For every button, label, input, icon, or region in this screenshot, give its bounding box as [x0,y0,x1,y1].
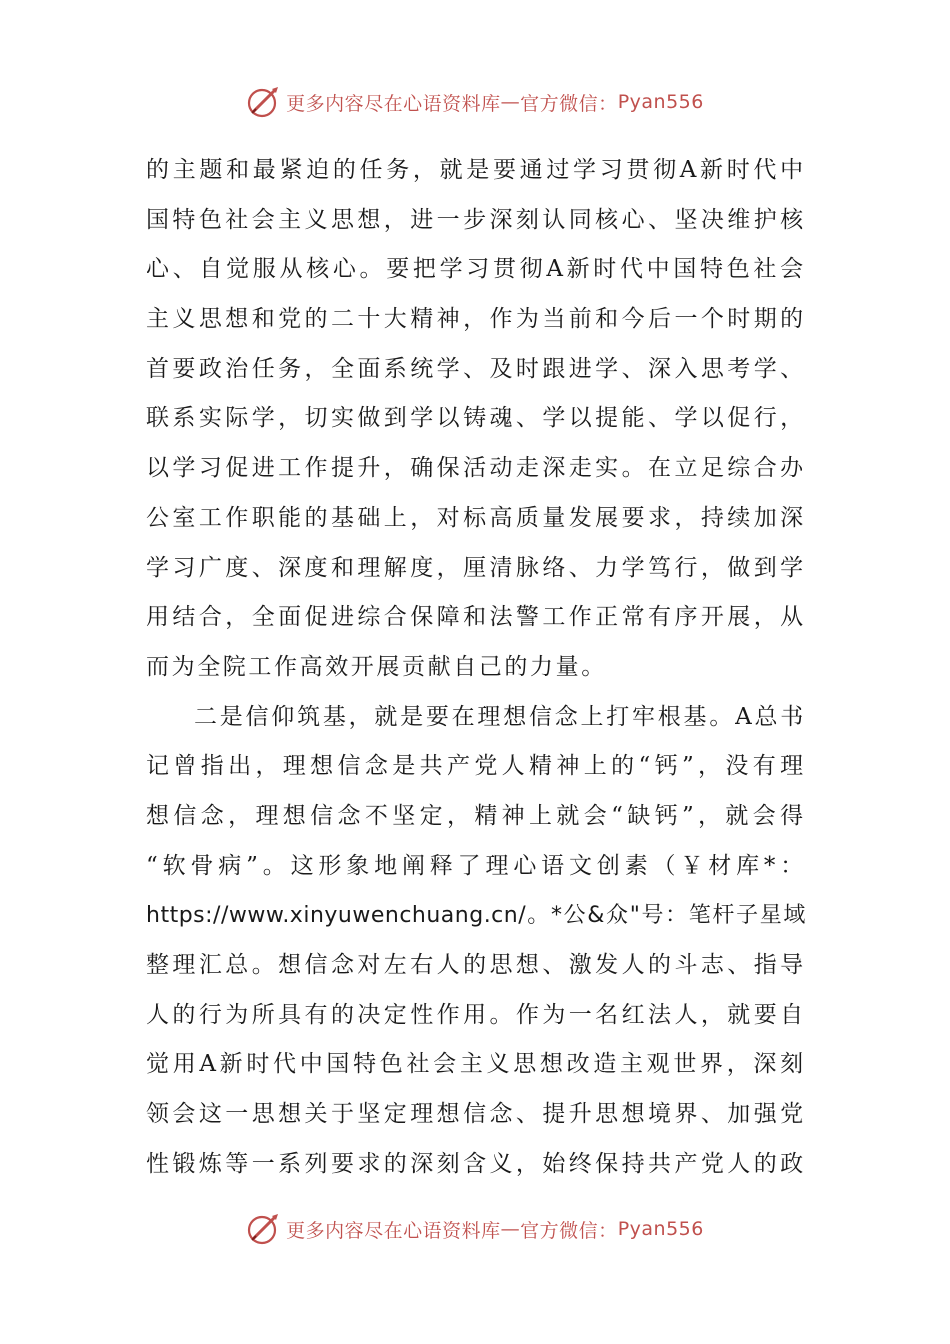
banner-wechat-label: 官方微信： [520,92,618,115]
banner-wechat-id: Pyan556 [617,1218,704,1240]
text-line: 而为全院工作高效开展贡献自己的力量。 [146,653,607,680]
banner-main-text: 更多内容尽在心语资料库 [286,92,501,115]
text-line: “ 软 骨 病 ” 。 这 形 象 地 阐 释 了 理 心 语 文 创 素 （ ￥ 材 库 * ： [146,852,806,879]
text-line: 主 义 思 想 和 党 的 二 十 大 精 神 ， 作 为 当 前 和 今 后 一 个 时 期 的 [146,306,806,333]
text-line: 首 要 政 治 任 务 ， 全 面 系 统 学 、 及 时 跟 进 学 、 深 入 思 考 学 、 [146,355,806,382]
pen-logo-icon [246,84,282,120]
text-line: 心 、 自 觉 服 从 核 心 。 要 把 学 习 贯 彻 A 新 时 代 中 国 特 色 社 会 [146,256,806,283]
footer-banner [0,1209,950,1249]
header-banner [0,82,950,122]
text-line: 用 结 合 ， 全 面 促 进 综 合 保 障 和 法 警 工 作 正 常 有 序 开 展 ， 从 [146,604,806,631]
text-line: 公 室 工 作 职 能 的 基 础 上 ， 对 标 高 质 量 发 展 要 求 ， 持 续 加 深 [146,504,806,531]
banner-dash: — [500,91,521,113]
text-line: 人 的 行 为 所 具 有 的 决 定 性 作 用 。 作 为 一 名 红 法 人 ， 就 要 自 [146,1001,806,1028]
banner-dash: — [500,1218,521,1240]
text-line: 联 系 实 际 学 ， 切 实 做 到 学 以 铸 魂 、 学 以 提 能 、 学 以 促 行 ， [146,405,806,432]
pen-logo-icon [246,1211,282,1247]
text-line: 整 理 汇 总 。 想 信 念 对 左 右 人 的 思 想 、 激 发 人 的 斗 志 、 指 导 [146,952,806,978]
text-line: 学 习 广 度 、 深 度 和 理 解 度 ， 厘 清 脉 络 、 力 学 笃 行 ， 做 到 学 [146,554,806,581]
text-line: 二 是 信 仰 筑 基 ， 就 是 要 在 理 想 信 念 上 打 牢 根 基 。 A 总 书 [194,703,806,730]
text-line: 的 主 题 和 最 紧 迫 的 任 务 ， 就 是 要 通 过 学 习 贯 彻 A 新 时 代 中 [146,157,806,183]
text-line: 记 曾 指 出 ， 理 想 信 念 是 共 产 党 人 精 神 上 的 “ 钙 ” ， 没 有 理 [146,753,806,780]
banner-wechat-id: Pyan556 [617,91,704,113]
text-line: 觉 用 A 新 时 代 中 国 特 色 社 会 主 义 思 想 改 造 主 观 世 界 ， 深 刻 [146,1051,806,1078]
banner-wechat-label: 官方微信： [520,1219,618,1242]
text-line: 性 锻 炼 等 一 系 列 要 求 的 深 刻 含 义 ， 始 终 保 持 共 产 党 人 的 政 [146,1150,806,1177]
text-line: https://www.xinyuwenchuang.cn/ 。 * 公 & 众 " 号 ： 笔 杆 子 星 域 [146,903,806,929]
text-line: 以 学 习 促 进 工 作 提 升 ， 确 保 活 动 走 深 走 实 。 在 立 足 综 合 办 [146,455,806,482]
text-line: 国 特 色 社 会 主 义 思 想 ， 进 一 步 深 刻 认 同 核 心 、 坚 决 维 护 核 [146,206,806,233]
banner-main-text: 更多内容尽在心语资料库 [286,1219,501,1242]
text-line: 领 会 这 一 思 想 关 于 坚 定 理 想 信 念 、 提 升 思 想 境 界 、 加 强 党 [146,1101,806,1128]
document-body [146,146,806,1189]
text-line: 想 信 念 ， 理 想 信 念 不 坚 定 ， 精 神 上 就 会 “ 缺 钙 ” ， 就 会 得 [146,802,806,829]
